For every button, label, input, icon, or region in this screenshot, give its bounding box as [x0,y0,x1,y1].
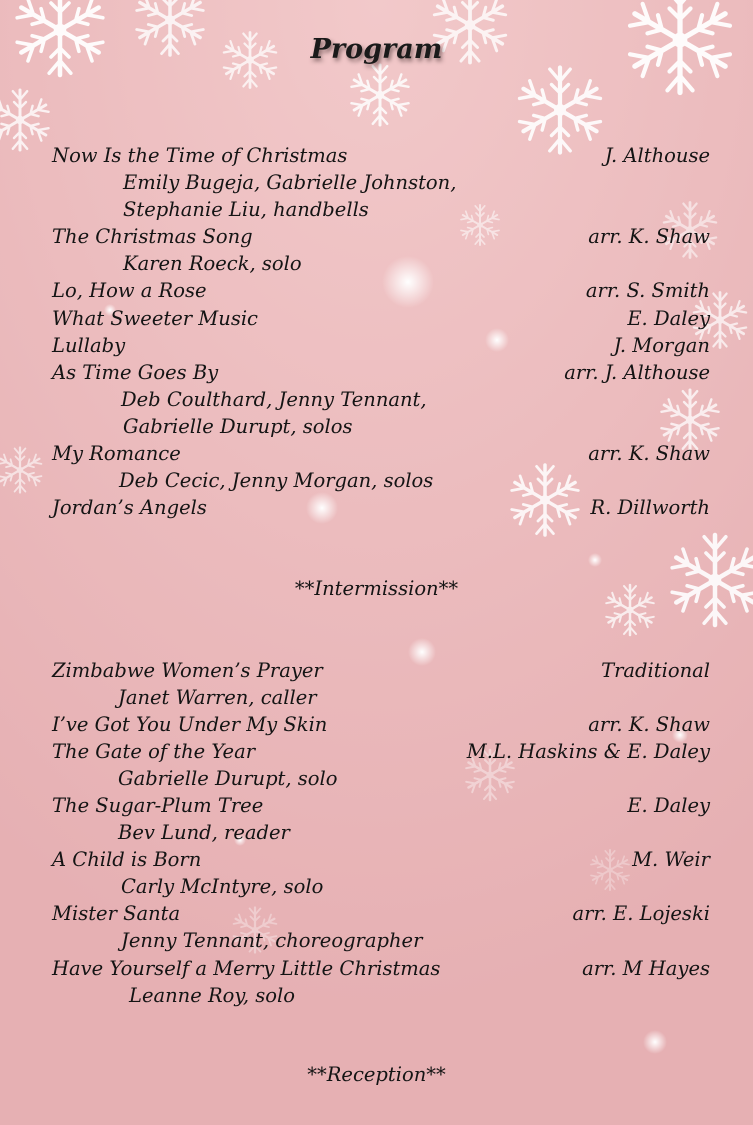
performer-credit: Gabrielle Durupt, solos [123,415,353,438]
composer: Traditional [601,659,710,682]
performer-credit: Gabrielle Durupt, solo [118,767,338,790]
program-entry [52,901,710,927]
piece-title: Have Yourself a Merry Little Christmas [52,957,441,980]
program-entry [52,793,710,819]
page-title: Program [310,34,443,65]
composer: R. Dillworth [590,496,710,519]
performer-credit: Deb Coulthard, Jenny Tennant, [121,388,427,411]
program-entry [52,847,710,873]
piece-title: My Romance [52,442,181,465]
composer: E. Daley [627,794,710,817]
piece-title: The Christmas Song [52,225,253,248]
program-entry [52,360,710,386]
composer: arr. K. Shaw [588,713,710,736]
program-entry [52,441,710,467]
piece-title: What Sweeter Music [52,307,258,330]
performer-credit: Stephanie Liu, handbells [123,198,369,221]
performer-credit: Karen Roeck, solo [123,252,302,275]
composer: M.L. Haskins & E. Daley [466,740,710,763]
performer-credit: Leanne Roy, solo [129,984,295,1007]
composer: J. Althouse [604,144,710,167]
piece-title: A Child is Born [52,848,202,871]
composer: arr. K. Shaw [588,225,710,248]
piece-title: Jordan’s Angels [52,496,207,519]
program-entry [52,306,710,332]
piece-title: Lo, How a Rose [52,279,207,302]
performer-credit: Emily Bugeja, Gabrielle Johnston, [123,171,457,194]
program-entry [52,143,710,169]
piece-title: Lullaby [52,334,126,357]
composer: arr. J. Althouse [564,361,710,384]
piece-title: I’ve Got You Under My Skin [52,713,328,736]
composer: arr. S. Smith [585,279,710,302]
composer: arr. E. Lojeski [572,902,710,925]
program-entry [52,224,710,250]
piece-title: The Gate of the Year [52,740,256,763]
performer-credit: Jenny Tennant, choreographer [121,929,423,952]
composer: M. Weir [632,848,710,871]
composer: E. Daley [627,307,710,330]
performer-credit: Carly McIntyre, solo [121,875,324,898]
program-entry [52,333,710,359]
composer: arr. M Hayes [582,957,710,980]
composer: J. Morgan [613,334,710,357]
performer-credit: Bev Lund, reader [118,821,290,844]
performer-credit: Deb Cecic, Jenny Morgan, solos [119,469,434,492]
piece-title: Zimbabwe Women’s Prayer [52,659,323,682]
program-entry [52,956,710,982]
piece-title: Mister Santa [52,902,181,925]
piece-title: The Sugar-Plum Tree [52,794,264,817]
reception-label: **Reception** [307,1063,446,1086]
intermission-label: **Intermission** [294,577,459,600]
program-entry [52,658,710,684]
program-entry [52,739,710,765]
piece-title: Now Is the Time of Christmas [52,144,348,167]
composer: arr. K. Shaw [588,442,710,465]
performer-credit: Janet Warren, caller [118,686,317,709]
program-entry [52,495,710,521]
program-entry [52,278,710,304]
piece-title: As Time Goes By [52,361,219,384]
program-entry [52,712,710,738]
